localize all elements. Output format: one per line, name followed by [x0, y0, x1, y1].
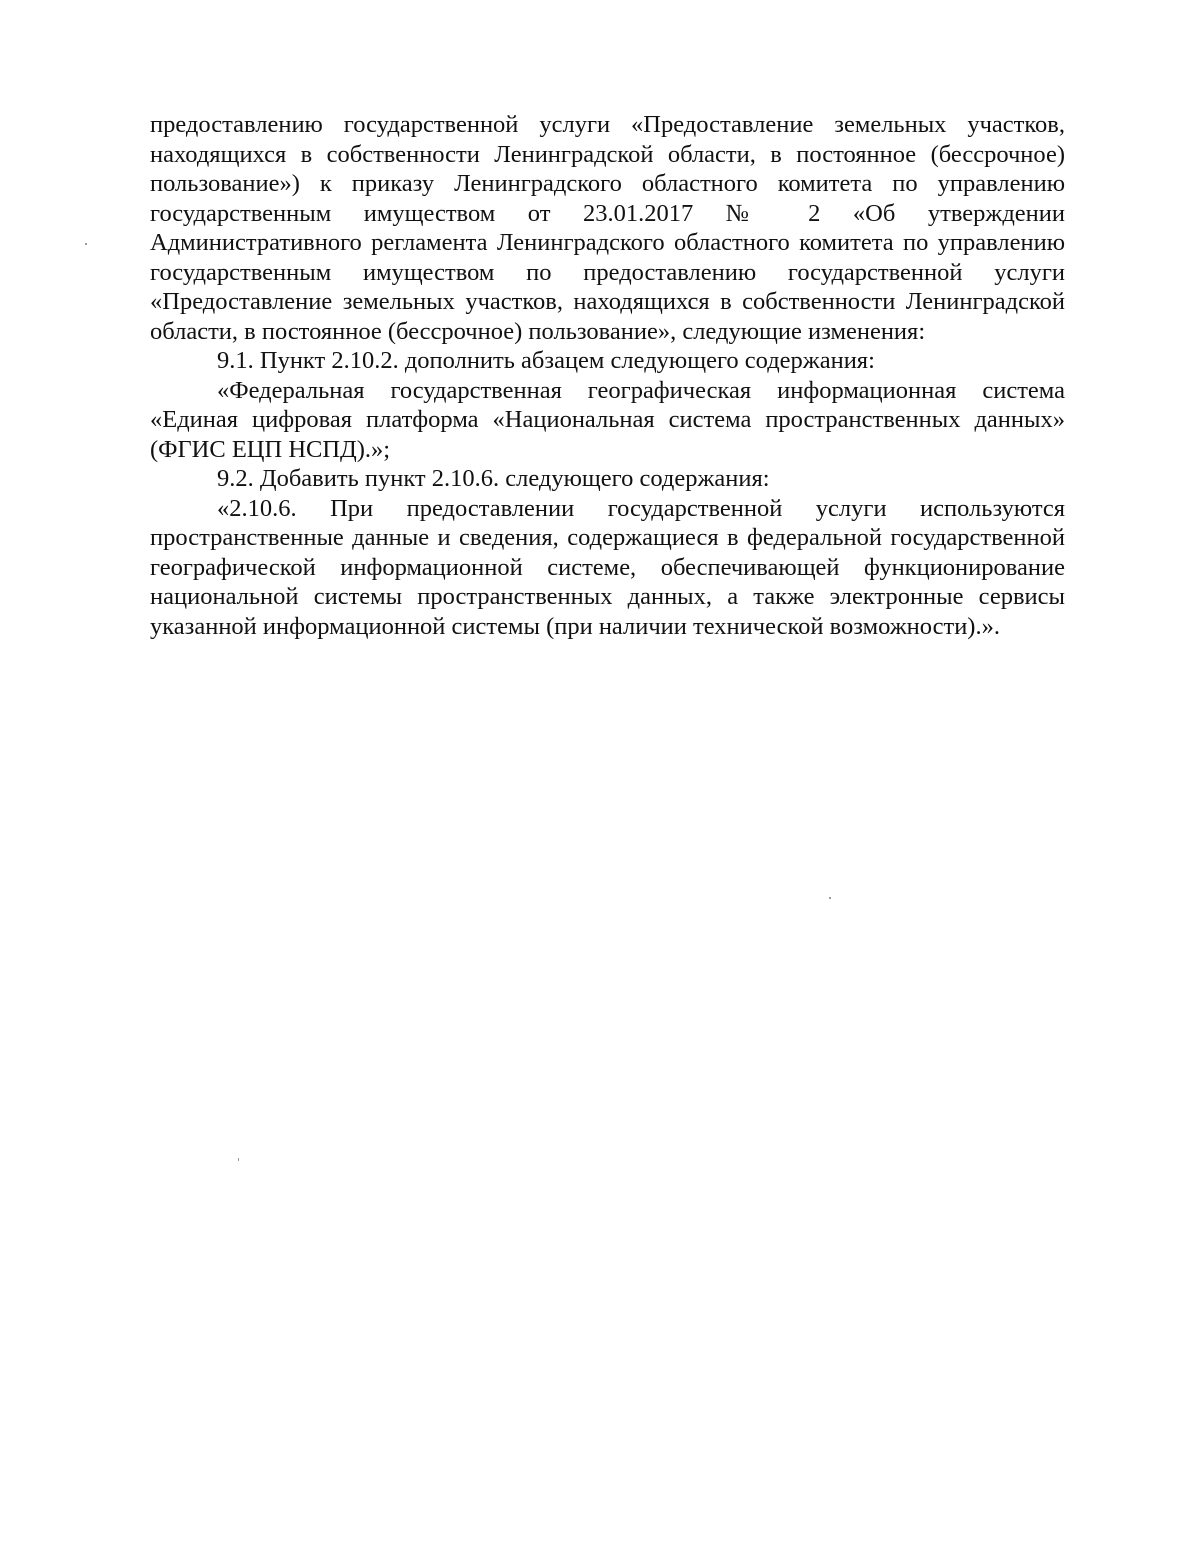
- paragraph-item-9-1: 9.1. Пункт 2.10.2. дополнить абзацем следующего содержания:: [217, 347, 875, 374]
- paragraph-quote-2-10-6: «2.10.6. При предоставлении государственной услуги используются пространственные данные и сведения, содержащиеся в федеральной государственной географической информационной системе, обеспечивающей функционирование национальной системы пространственных данных, а также электронные сервисы указанной информационной системы (при наличии технической возможности).».: [150, 494, 1065, 640]
- document-body: [150, 110, 1065, 641]
- scan-speck: [238, 1158, 239, 1161]
- scan-speck: [85, 243, 87, 245]
- paragraph-item-9-2: 9.2. Добавить пункт 2.10.6. следующего содержания:: [217, 465, 770, 492]
- paragraph-continuation: предоставлению государственной услуги «Предоставление земельных участков, находящихся в собственности Ленинградской области, в постоянное (бессрочное) пользование») к приказу Ленинградского областного комитета по управлению государственным имуществом от 23.01.2017 № 2 «Об утверждении Административного регламента Ленинградского областного комитета по управлению государственным имуществом по предоставлению государственной услуги «Предоставление земельных участков, находящихся в собственности Ленинградской области, в постоянное (бессрочное) пользование», следующие изменения:: [150, 111, 1065, 345]
- scan-speck: [829, 897, 831, 899]
- paragraph-quote-fgis: «Федеральная государственная географическая информационная система «Единая цифровая платформа «Национальная система пространственных данных» (ФГИС ЕЦП НСПД).»;: [150, 376, 1065, 463]
